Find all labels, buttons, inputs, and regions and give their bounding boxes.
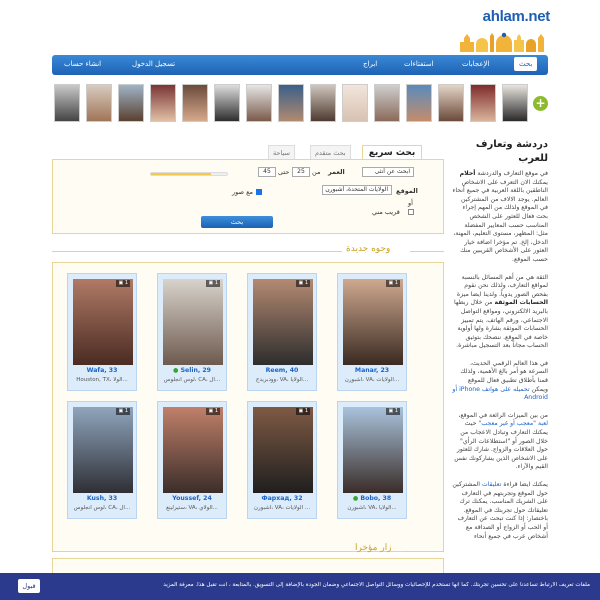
camera-icon: ▣ — [208, 280, 214, 286]
nav-signup[interactable]: انشاء حساب — [64, 60, 102, 68]
profile-location: ستيرلينغ، VA، الولاي... — [166, 505, 218, 511]
profile-card[interactable] — [67, 401, 137, 519]
member-avatar[interactable] — [118, 84, 144, 122]
age-to-label: حتى — [278, 168, 290, 176]
section-divider — [52, 251, 342, 252]
search-tabs — [268, 145, 444, 160]
text-span: المشتركين حول الموقع وتجربتهم في التعارف على الشريك المناسب. يمكنك ترك تعليقاتك حول تجربتك في الموقع. باختصار: إذا كنت تبحث عن التعارف أو الحب أو الزواج أو الصداقة مع أشخاص عرب في جميع أنحاء — [452, 481, 548, 540]
text-span: في موقع التعارف والدردشة — [477, 170, 548, 177]
camera-icon: ▣ — [388, 408, 394, 414]
profile-card[interactable] — [247, 401, 317, 519]
main-nav — [52, 55, 548, 75]
member-avatar[interactable] — [54, 84, 80, 122]
near-me-checkbox[interactable] — [408, 209, 414, 215]
member-avatar[interactable] — [374, 84, 400, 122]
age-from-input[interactable]: 25 — [292, 167, 310, 177]
profile-name[interactable]: Фархад, 32 — [261, 495, 303, 502]
age-range-fill — [151, 173, 211, 175]
new-faces-heading: وجوه جديدة — [346, 244, 391, 254]
recent-visitors-heading: زار مؤخرا — [355, 543, 392, 553]
camera-icon: ▣ — [388, 280, 394, 286]
online-status-icon: ● — [352, 495, 359, 502]
age-label: العمر — [328, 168, 345, 176]
profile-photo — [343, 279, 403, 365]
member-avatar[interactable] — [502, 84, 528, 122]
tab-travel[interactable]: سياحة — [268, 145, 295, 160]
text-span: يمكنك ايضا قراءة — [503, 481, 548, 488]
profile-card[interactable] — [337, 273, 407, 391]
member-avatar[interactable] — [278, 84, 304, 122]
age-range-slider[interactable] — [150, 172, 228, 176]
add-photo-button[interactable]: + — [533, 96, 548, 111]
photo-count-badge — [386, 408, 400, 415]
photo-count-badge — [206, 408, 220, 415]
or-label: أو — [408, 199, 413, 207]
text-span: حيث يمكنك التعارف وتبادل الاعجاب من خلال الصور أو "استطلاعات الرأي" حول العلاقات والزواج. شارك للعثور على الاشخاص الذين يشاركونك نفس القيم والآراء. — [454, 420, 548, 471]
member-avatar[interactable] — [342, 84, 368, 122]
photo-count: 1 — [214, 280, 218, 286]
camera-icon: ▣ — [298, 280, 304, 286]
camera-icon: ▣ — [298, 408, 304, 414]
cookie-message: ملفات تعريف الارتباط تساعدنا على تحسين تجربتك. كما أنها تستخدم للإحصائيات ووسائل التواصل الاجتماعي وضمان الجودة بالإضافة إلى التسويق. بالمتابعة ، أنت تقبل هذا. معرفة المزيد — [163, 582, 590, 588]
profile-card[interactable] — [337, 401, 407, 519]
site-logo[interactable] — [458, 8, 550, 52]
logo-text: ahlam.net — [482, 8, 550, 25]
profile-photo — [163, 279, 223, 365]
sidebar-paragraph — [452, 412, 548, 472]
text-span: الثقة هي من أهم المسائل بالنسبة لمواقع التعارف، ولذلك نحن نقوم بفحص الصور يدوياً. ولدينا ايضا ميزة — [456, 273, 548, 298]
photo-count-badge — [296, 408, 310, 415]
profile-card[interactable] — [157, 273, 227, 391]
photo-count-badge — [206, 280, 220, 287]
member-avatar[interactable] — [86, 84, 112, 122]
profile-card[interactable] — [157, 401, 227, 519]
near-me-label: قريب مني — [372, 208, 400, 216]
profile-name[interactable]: Wafa, 33 — [86, 367, 118, 374]
location-label: الموقع — [396, 187, 418, 195]
photo-count-badge — [386, 280, 400, 287]
nav-login[interactable]: تسجيل الدخول — [132, 60, 176, 68]
new-faces-grid — [52, 262, 444, 552]
tab-advanced-search[interactable]: بحث متقدم — [310, 145, 351, 160]
tab-quick-search[interactable]: بحث سريع — [362, 145, 422, 160]
member-avatar[interactable] — [214, 84, 240, 122]
section-divider — [52, 551, 352, 552]
with-photo-label: مع صور — [232, 188, 254, 196]
profile-card[interactable] — [247, 273, 317, 391]
profile-photo — [73, 407, 133, 493]
cookie-banner — [0, 573, 600, 600]
sidebar-paragraph — [452, 481, 548, 541]
age-from-label: من — [312, 168, 321, 176]
profile-photo — [343, 407, 403, 493]
member-avatar[interactable] — [182, 84, 208, 122]
profile-photo — [253, 407, 313, 493]
photo-count: 1 — [304, 280, 308, 286]
profile-name[interactable]: Kush, 33 — [86, 495, 118, 502]
app-download-link[interactable]: تحميله على هواتف iPhone أو Android — [452, 385, 548, 402]
sidebar-about — [452, 138, 548, 550]
with-photo-checkbox[interactable] — [256, 189, 262, 195]
photo-count-badge — [116, 280, 130, 287]
member-strip — [52, 84, 548, 126]
search-button[interactable]: بحث — [201, 216, 273, 228]
profile-photo — [253, 279, 313, 365]
profile-location: لوس أنجلوس، CA، ال... — [73, 505, 131, 511]
logo-skyline-icon — [458, 32, 550, 52]
camera-icon: ▣ — [118, 408, 124, 414]
member-avatar[interactable] — [438, 84, 464, 122]
profile-location: أشبورن، VA، الولايات ... — [253, 505, 311, 511]
profile-location: لوس أنجلوس، CA، ال... — [163, 377, 221, 383]
nav-polls[interactable]: استفتاءات — [404, 60, 434, 68]
photo-count: 1 — [304, 408, 308, 414]
camera-icon: ▣ — [118, 280, 124, 286]
profile-card[interactable] — [67, 273, 137, 391]
photo-count-badge — [116, 408, 130, 415]
section-divider — [404, 551, 444, 552]
member-avatar[interactable] — [150, 84, 176, 122]
profile-location: Houston, TX، الولا... — [76, 377, 128, 383]
location-select[interactable]: الولايات المتحدة، أشبورن — [322, 185, 392, 195]
text-span: في هذا العالم الرقمي الحديث، السرعة هو أمر بالغ الأهمية، ولذلك قمنا بأطلاق تطبيق فعال للموقع ويمكن — [460, 359, 548, 393]
profile-name[interactable]: Reem, 40 — [265, 367, 299, 374]
text-span: يمكنك الان التعرف على الاشخاص الناطقين باللغة العربية في جميع أنحاء العالم. يوجد الالاف من المشتركين في الموقع ولذلك من المهم إجراء بحث فعال للعثور على الشخص المناسب حسب المعايير المفضلة مثل: المظهر، مستوى التعليم، المهنة، الدخل، إلخ. تم مؤخرا اضافة خيار العثور على الأشخاص القريبين منك حسب الموقع. — [452, 178, 548, 263]
profile-location: أشبورن، VA، الولايا... — [347, 505, 397, 511]
member-avatar[interactable] — [246, 84, 272, 122]
verified-accounts-label: الحسابات الموثقة — [494, 299, 548, 307]
gender-select[interactable]: ابحث عن أنثى — [362, 167, 414, 177]
profile-name[interactable]: Youssef, 24 — [172, 495, 212, 502]
member-avatar[interactable] — [310, 84, 336, 122]
online-status-icon: ● — [173, 367, 179, 374]
sidebar-title: دردشة وتعارف للعرب — [475, 139, 548, 164]
profile-photo — [163, 407, 223, 493]
sidebar-paragraph — [452, 170, 548, 265]
cookie-accept-button[interactable]: قبول — [18, 579, 40, 593]
profile-name[interactable] — [162, 367, 222, 374]
age-to-input[interactable]: 45 — [258, 167, 276, 177]
photo-count: 1 — [214, 408, 218, 414]
photo-count-badge — [296, 280, 310, 287]
photo-count: 1 — [124, 408, 128, 414]
profile-name-text: Bobo, 38 — [360, 495, 392, 502]
section-divider — [410, 251, 444, 252]
profile-photo — [73, 279, 133, 365]
camera-icon: ▣ — [208, 408, 214, 414]
text-span: من خلال ربطها بالبريد الالكتروني، ومواقع التواصل الاجتماعي، ورقم الهاتف. يتم تمييز الحسابات الموثقة بشارة ولها أولوية خاصة في الموقع. ننصحك بتوثيق الحساب مجاناً بعد التسجيل مباشرة. — [453, 299, 548, 350]
reviews-link[interactable]: تعليقات — [481, 481, 502, 488]
profile-name-text: Selin, 29 — [180, 367, 211, 374]
text-span: من بين الميزات الرائعة في الموقع، — [458, 411, 548, 419]
nav-horoscope[interactable]: ابراج — [363, 60, 378, 68]
sidebar-paragraph — [452, 274, 548, 351]
profile-name[interactable]: Manar, 23 — [354, 367, 390, 374]
nav-search[interactable]: بحث — [514, 57, 537, 71]
photo-count: 1 — [124, 280, 128, 286]
member-avatar[interactable] — [470, 84, 496, 122]
member-avatar[interactable] — [406, 84, 432, 122]
profile-location: أشبورن، VA، الولايات... — [344, 377, 400, 383]
photo-count: 1 — [394, 408, 398, 414]
brand-name: أحلام — [459, 170, 476, 177]
profile-name[interactable] — [342, 495, 402, 502]
sidebar-paragraph — [452, 360, 548, 403]
like-game-link[interactable]: لعبة "معجب أو غير معجب" — [478, 420, 548, 428]
profile-location: وودبريدج، VA، الولايا... — [255, 377, 309, 383]
nav-likes[interactable]: الإعجابات — [462, 60, 490, 68]
photo-count: 1 — [394, 280, 398, 286]
